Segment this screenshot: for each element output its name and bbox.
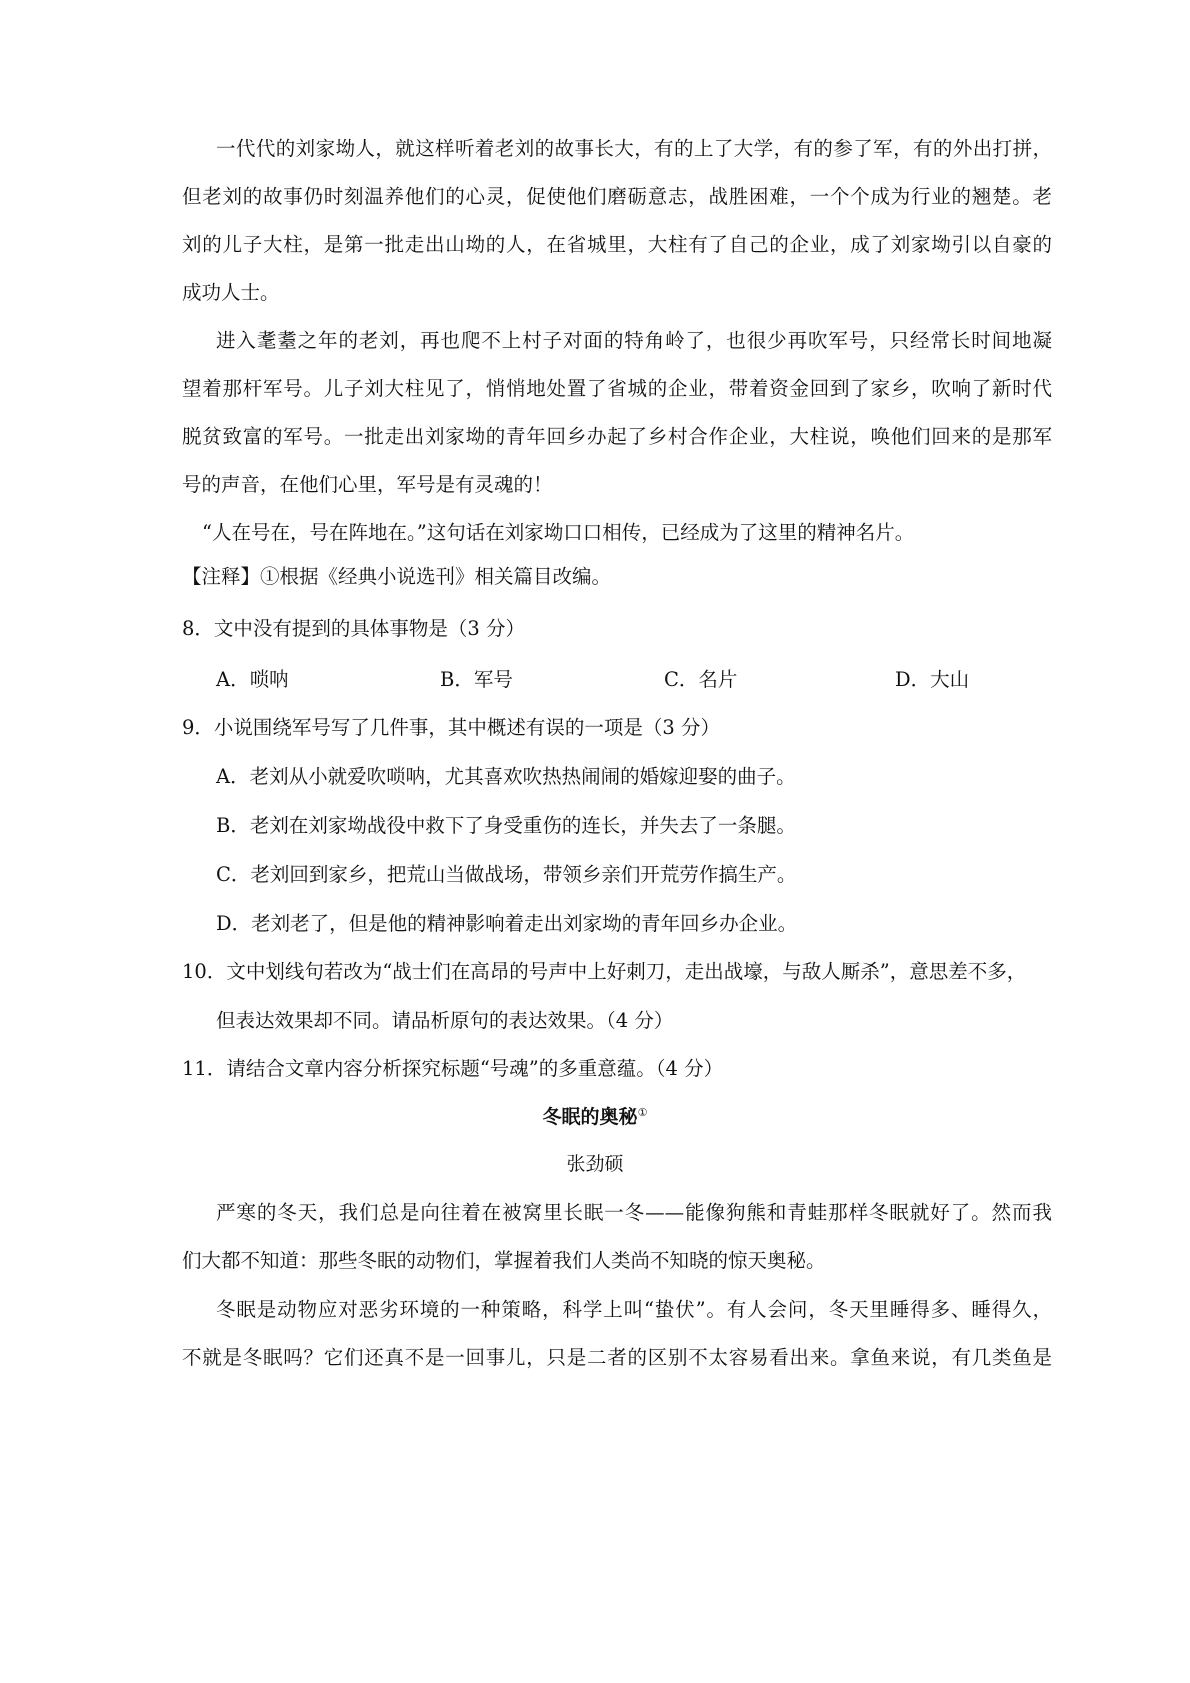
passage1-p2-line3: 脱贫致富的军号。一批走出刘家坳的青年回乡办起了乡村合作企业，大柱说，唤他们回来的是那军 <box>182 425 1052 448</box>
passage1-p2-line1: 进入耄耋之年的老刘，再也爬不上村子对面的特角岭了，也很少再吹军号，只经常长时间地凝 <box>216 329 1052 352</box>
passage2-title-footnote-mark: ① <box>637 1106 648 1119</box>
question-8-option-c: C．名片 <box>664 668 738 691</box>
question-8-option-b: B．军号 <box>440 668 513 691</box>
passage2-author: 张劲硕 <box>566 1153 624 1175</box>
passage1-p1-line1: 一代代的刘家坳人，就这样听着老刘的故事长大，有的上了大学，有的参了军，有的外出打拼， <box>216 137 1052 160</box>
question-9-stem: 9．小说围绕军号写了几件事，其中概述有误的一项是（3 分） <box>182 716 721 739</box>
passage2-p1-line2: 们大都不知道：那些冬眠的动物们，掌握着我们人类尚不知晓的惊天奥秘。 <box>182 1249 826 1272</box>
passage1-p3: “人在号在，号在阵地在。”这句话在刘家坳口口相传，已经成为了这里的精神名片。 <box>202 521 915 544</box>
passage1-p1-line4: 成功人士。 <box>182 281 280 304</box>
passage2-p2-line1: 冬眠是动物应对恶劣环境的一种策略，科学上叫“蛰伏”。有人会问，冬天里睡得多、睡得久， <box>216 1298 1052 1321</box>
question-9-option-a: A．老刘从小就爱吹唢呐，尤其喜欢吹热热闹闹的婚嫁迎娶的曲子。 <box>216 765 796 788</box>
passage1-p2-line4: 号的声音，在他们心里，军号是有灵魂的！ <box>182 473 553 496</box>
passage1-p1-line2: 但老刘的故事仍时刻温养他们的心灵，促使他们磨砺意志，战胜困难，一个个成为行业的翘楚。老 <box>182 185 1052 208</box>
passage2-title-text: 冬眠的奥秘 <box>542 1106 638 1128</box>
passage1-p1-line3: 刘的儿子大柱，是第一批走出山坳的人，在省城里，大柱有了自己的企业，成了刘家坳引以自豪的 <box>182 233 1052 256</box>
question-9-option-d: D．老刘老了，但是他的精神影响着走出刘家坳的青年回乡办企业。 <box>216 912 798 935</box>
question-10-stem-line1: 10．文中划线句若改为“战士们在高昂的号声中上好刺刀，走出战壕，与敌人厮杀”，意思差不多， <box>182 960 1027 983</box>
passage2-title <box>0 1103 1190 1131</box>
passage2-p2-line2: 不就是冬眠吗？它们还真不是一回事儿，只是二者的区别不太容易看出来。拿鱼来说，有几类鱼是 <box>182 1346 1052 1369</box>
question-8-stem: 8．文中没有提到的具体事物是（3 分） <box>182 617 526 640</box>
question-10-stem-line2: 但表达效果却不同。请品析原句的表达效果。（4 分） <box>216 1009 674 1032</box>
question-9-option-c: C．老刘回到家乡，把荒山当做战场，带领乡亲们开荒劳作搞生产。 <box>216 863 797 886</box>
question-8-option-a: A．唢呐 <box>216 668 289 691</box>
question-11-stem: 11．请结合文章内容分析探究标题“号魂”的多重意蕴。（4 分） <box>182 1057 724 1080</box>
question-8-option-d: D．大山 <box>895 668 970 691</box>
passage1-note: 【注释】①根据《经典小说选刊》相关篇目改编。 <box>182 565 612 588</box>
passage2-p1-line1: 严寒的冬天，我们总是向往着在被窝里长眠一冬——能像狗熊和青蛙那样冬眠就好了。然而我 <box>216 1201 1052 1224</box>
question-9-option-b: B．老刘在刘家坳战役中救下了身受重伤的连长，并失去了一条腿。 <box>216 814 796 837</box>
passage1-p2-line2: 望着那杆军号。儿子刘大柱见了，悄悄地处置了省城的企业，带着资金回到了家乡，吹响了新时代 <box>182 377 1052 400</box>
